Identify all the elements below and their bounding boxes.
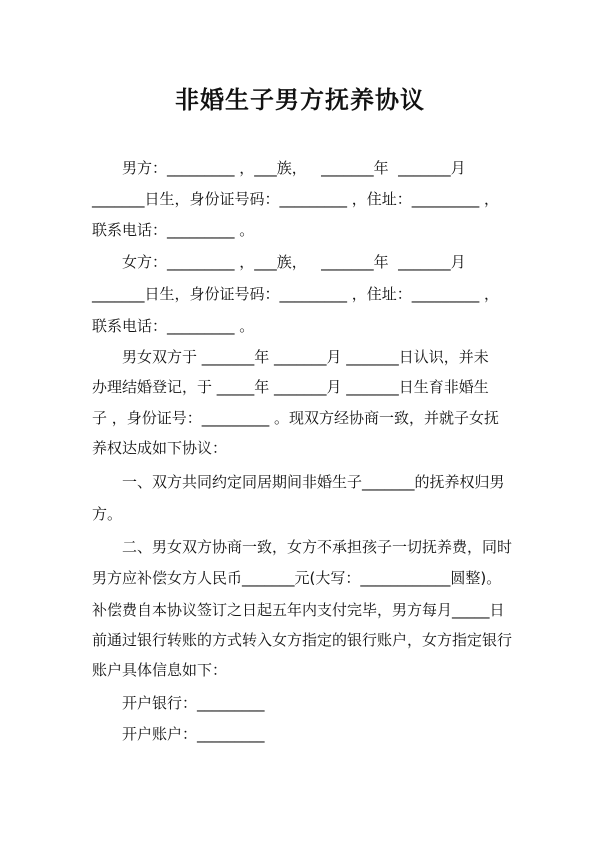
document-title: 非婚生子男方抚养协议	[175, 86, 425, 114]
female-party-line-1: 女方：_________ ，___族， _______年 _______月	[122, 253, 466, 271]
male-party-line-2: _______日生，身份证号码：_________ ，住址：_________ ，	[92, 190, 500, 208]
male-party-line-1: 男方：_________ ，___族， _______年 _______月	[122, 159, 466, 177]
clause-1-line-1: 一、双方共同约定同居期间非婚生子_______的抚养权归男	[122, 473, 505, 491]
clause-2-line-4: 前通过银行转账的方式转入女方指定的银行账户，女方指定银行	[92, 631, 513, 649]
preamble-line-2: 办理结婚登记，于 _____年 _______月 _______日生育非婚生	[92, 378, 489, 396]
female-party-line-2: _______日生，身份证号码：_________ ，住址：_________ ，	[92, 285, 500, 303]
clause-2-line-1: 二、男女双方协商一致，女方不承担孩子一切抚养费，同时	[122, 538, 513, 556]
clause-2-line-2: 男方应补偿女方人民币_______元(大写：____________圆整)。	[92, 569, 502, 587]
male-party-line-3: 联系电话：_________ 。	[92, 221, 255, 239]
bank-name-line: 开户银行：_________	[122, 694, 265, 712]
preamble-line-4: 养权达成如下协议：	[92, 439, 228, 457]
bank-account-line: 开户账户：_________	[122, 725, 265, 743]
female-party-line-3: 联系电话：_________ 。	[92, 317, 255, 335]
clause-2-line-5: 账户具体信息如下：	[92, 661, 228, 679]
preamble-line-1: 男女双方于 _______年 _______月 _______日认识，并未	[122, 348, 489, 366]
preamble-line-3: 子 ，身份证号：_________ 。现双方经协商一致，并就子女抚	[92, 409, 500, 427]
clause-2-line-3: 补偿费自本协议签订之日起五年内支付完毕，男方每月_____日	[92, 601, 505, 619]
clause-1-line-2: 方。	[92, 505, 123, 523]
